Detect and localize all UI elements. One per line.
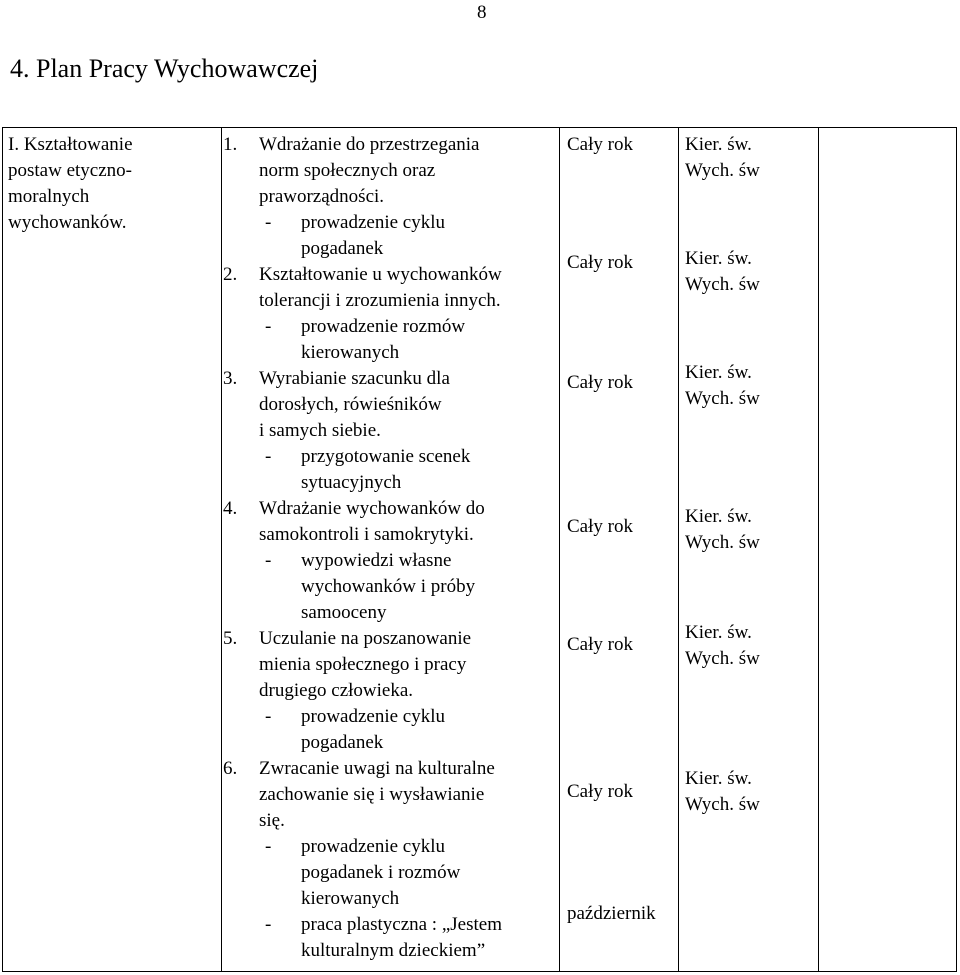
task-line: i samych siebie. [259,420,381,441]
responsible-line: Kier. św. [685,622,752,643]
responsible-line: Kier. św. [685,506,752,527]
task-line: się. [259,810,285,831]
task-line: dorosłych, rówieśników [259,394,442,415]
task-line: drugiego człowieka. [259,680,414,701]
page-number: 8 [477,2,487,23]
area-line: wychowanków. [8,212,127,233]
task-line: wychowanków i próby [301,576,476,597]
responsible-line: Wych. św [685,794,760,815]
responsible-line: Wych. św [685,160,760,181]
task-line: praca plastyczna : „Jestem [301,914,502,935]
responsible-line: Kier. św. [685,248,752,269]
plan-table [2,127,957,972]
term-cell: Cały rok [567,372,633,393]
task-number: 2. [223,264,238,285]
task-line: sytuacyjnych [301,472,402,493]
responsible-line: Kier. św. [685,768,752,789]
column-divider [956,127,957,972]
task-dash: - [265,550,272,571]
area-line: moralnych [8,186,90,207]
task-line: samooceny [301,602,387,623]
task-line: prowadzenie rozmów [301,316,466,337]
task-dash: - [265,836,272,857]
task-line: praworządności. [259,186,385,207]
task-line: Uczulanie na poszanowanie [259,628,472,649]
task-dash: - [265,212,272,233]
task-number: 6. [223,758,238,779]
task-line: Zwracanie uwagi na kulturalne [259,758,495,779]
task-line: prowadzenie cyklu [301,706,446,727]
area-line: I. Kształtowanie [8,134,133,155]
column-divider [559,127,560,972]
task-line: pogadanek i rozmów [301,862,461,883]
task-line: zachowanie się i wysławianie [259,784,485,805]
remarks-cell [819,128,956,971]
column-divider [2,127,3,972]
task-number: 1. [223,134,238,155]
task-line: samokontroli i samokrytyki. [259,524,474,545]
task-number: 4. [223,498,238,519]
page-title: 4. Plan Pracy Wychowawczej [10,54,319,83]
task-line: Wdrażanie wychowanków do [259,498,485,519]
column-divider [678,127,679,972]
area-line: postaw etyczno- [8,160,132,181]
task-line: tolerancji i zrozumienia innych. [259,290,501,311]
task-line: pogadanek [301,238,384,259]
task-line: mienia społecznego i pracy [259,654,467,675]
column-divider [221,127,222,972]
responsible-line: Wych. św [685,648,760,669]
responsible-line: Wych. św [685,532,760,553]
task-number: 5. [223,628,238,649]
task-line: norm społecznych oraz [259,160,436,181]
responsible-line: Wych. św [685,388,760,409]
task-line: wypowiedzi własne [301,550,452,571]
term-cell: Cały rok [567,781,633,802]
task-line: prowadzenie cyklu [301,212,446,233]
task-dash: - [265,706,272,727]
task-line: przygotowanie scenek [301,446,471,467]
task-dash: - [265,446,272,467]
task-line: kulturalnym dzieckiem” [301,940,486,961]
term-cell: Cały rok [567,634,633,655]
responsible-line: Kier. św. [685,362,752,383]
task-dash: - [265,914,272,935]
task-line: kierowanych [301,888,400,909]
task-line: prowadzenie cyklu [301,836,446,857]
term-cell: październik [567,903,656,924]
responsible-line: Wych. św [685,274,760,295]
term-cell: Cały rok [567,516,633,537]
term-cell: Cały rok [567,252,633,273]
responsible-line: Kier. św. [685,134,752,155]
task-dash: - [265,316,272,337]
term-cell: Cały rok [567,134,633,155]
task-line: Kształtowanie u wychowanków [259,264,502,285]
task-number: 3. [223,368,238,389]
task-line: pogadanek [301,732,384,753]
task-line: kierowanych [301,342,400,363]
task-line: Wdrażanie do przestrzegania [259,134,480,155]
table-border-bottom [2,971,957,972]
table-border-top [2,127,957,128]
task-line: Wyrabianie szacunku dla [259,368,450,389]
